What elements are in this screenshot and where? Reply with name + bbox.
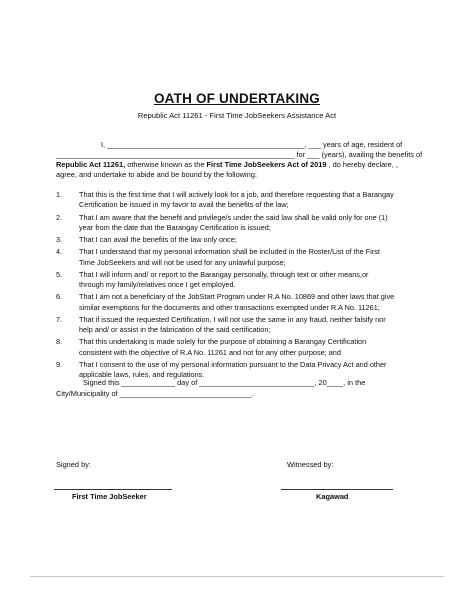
item-text-line: That I am not a beneficiary of the JobStart Program under R.A No. 10869 and other laws that give — [79, 292, 395, 302]
item-text-line: Certification be issued in my favor to avail the benefits of the law; — [79, 200, 289, 210]
item-number: 3. — [56, 235, 63, 244]
jobseekers-act-ref: First Time JobSeekers Act of 2019 — [206, 160, 327, 169]
item-text-line: applicable laws, rules, and regulations. — [79, 370, 205, 379]
witnessed-by-label: Witnessed by: — [287, 460, 334, 469]
item-number: 8. — [56, 337, 63, 347]
intro-line-3 — [56, 160, 398, 170]
item-text-line: That I consent to the use of my personal information pursuant to the Data Privacy Act and other — [79, 359, 387, 369]
intro-line-4: agree, and undertake to abide and be bound by the following: — [56, 170, 257, 179]
item-text-line: That this is the first time that I will actively look for a job, and therefore requesting that a Barangay — [79, 190, 394, 199]
intro-line-3-text-b: , do hereby declare, , — [326, 160, 398, 169]
item-text-line: That I will inform and/ or report to the Barangay personally, through text or other means,or — [79, 269, 369, 279]
signer-signature-line — [54, 489, 172, 490]
republic-act-ref: Republic Act 11261, — [56, 160, 126, 169]
item-number: 2. — [56, 212, 63, 222]
page-footer-divider — [30, 576, 444, 577]
undertaking-item — [56, 247, 426, 267]
item-text-line: year from the date that the Barangay Certification is issued; — [79, 222, 271, 232]
item-text-line: That I understand that my personal information shall be included in the Roster/List of the First — [79, 247, 380, 257]
undertaking-list — [56, 190, 426, 382]
intro-line-2: __________________________________________________________ for ___ (years), availing the benefits of — [56, 150, 423, 159]
intro-line-3-text-a: otherwise known as the — [125, 160, 207, 169]
item-number: 1. — [56, 190, 63, 199]
undertaking-item — [56, 235, 426, 245]
item-text-line: That if issued the requested Certification, I will not use the same in any fraud, neither falsify nor — [79, 314, 386, 324]
item-number: 6. — [56, 292, 63, 302]
item-text-line: Time JobSeekers and will not be used for any unlawful purpose; — [79, 257, 286, 267]
undertaking-item — [56, 337, 426, 357]
signer-title: First Time JobSeeker — [72, 492, 147, 501]
item-number: 5. — [56, 269, 63, 279]
item-text-line: That I can avail the benefits of the law only once; — [79, 235, 237, 244]
undertaking-item — [56, 292, 426, 312]
undertaking-item — [56, 315, 426, 335]
signed-this-line: Signed this _____________ day of ____________________________, 20____, in the — [83, 378, 366, 387]
document-title: OATH OF UNDERTAKING — [153, 91, 321, 106]
document-subtitle: Republic Act 11261 - First Time JobSeekers Assistance Act — [137, 111, 337, 120]
witness-signature-line — [281, 489, 393, 490]
item-text-line: That I am aware that the benefit and privilege/s under the said law shall be valid only for one (1) — [79, 212, 388, 222]
undertaking-item — [56, 270, 426, 290]
item-number: 7. — [56, 314, 63, 324]
item-number: 9. — [56, 359, 63, 369]
item-text-line: consistent with the objective of R.A No. 11261 and not for any other purpose; and — [79, 347, 341, 357]
item-text-line: help and/ or assist in the fabrication of the said certification; — [79, 325, 271, 334]
witness-title: Kagawad — [316, 492, 349, 501]
item-text-line: That this undertaking is made solely for the purpose of obtaining a Barangay Certification — [79, 337, 367, 347]
undertaking-item — [56, 190, 426, 210]
undertaking-item — [56, 213, 426, 233]
intro-line-1: I, ________________________________________________, ___ years of age, resident of — [101, 140, 403, 149]
city-municipality-line: City/Municipality of ________________________________. — [56, 389, 254, 398]
item-number: 4. — [56, 247, 63, 257]
item-text-line: similar exemptions for the documents and other transactions exempted under R.A No. 11261; — [79, 302, 380, 312]
signed-by-label: Signed by: — [56, 460, 91, 469]
item-text-line: through my family/relatives once I get employed. — [79, 280, 236, 289]
